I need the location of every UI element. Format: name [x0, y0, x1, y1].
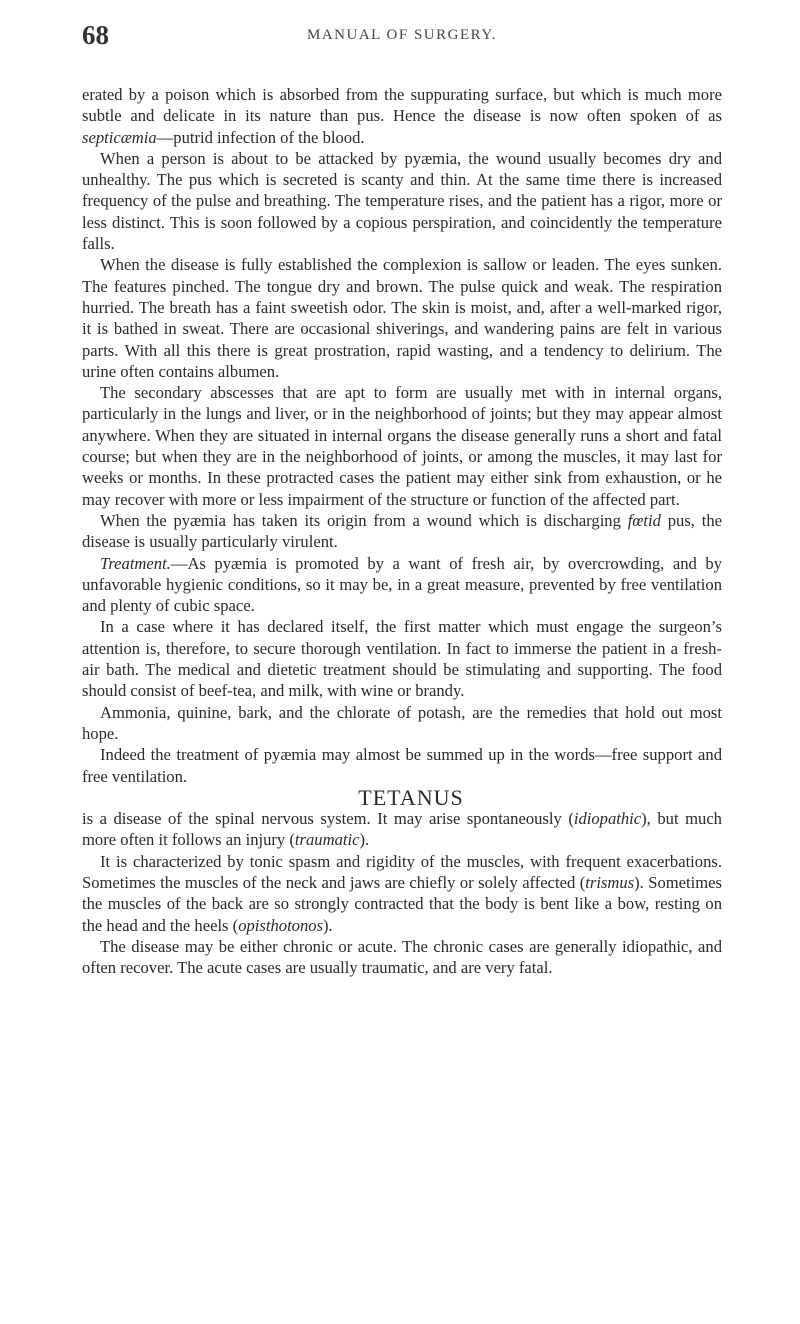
section-heading: TETANUS	[358, 784, 464, 810]
paragraph: It is characterized by tonic spasm and rigidity of the muscles, with frequent exacerbations. Sometimes the muscles of the neck and jaws are chiefly or solely affected (trismus). Sometimes the muscles of the back are so strongly contracted that the body is bent like a bow, resting on the head and the heels (opisthotonos).	[82, 851, 722, 935]
paragraph: When a person is about to be attacked by pyæmia, the wound usually becomes dry and unhealthy. The pus which is secreted is scanty and thin. At the same time there is increased frequency of the pulse and breathing. The temperature rises, and the patient has a rigor, more or less distinct. This is soon followed by a copious perspiration, and coincidently the temperature falls.	[82, 148, 722, 254]
paragraph: The disease may be either chronic or acute. The chronic cases are generally idiopathic, and often recover. The acute cases are usually traumatic, and are very fatal.	[82, 936, 722, 978]
running-title: MANUAL OF SURGERY.	[307, 27, 497, 43]
paragraph: Indeed the treatment of pyæmia may almost be summed up in the words—free support and free ventilation.	[82, 745, 722, 786]
paragraph: The secondary abscesses that are apt to form are usually met with in internal organs, particularly in the lungs and liver, or in the neighborhood of joints; but they may appear almost anywhere. When they are situated in internal organs the disease generally runs a short and fatal course; but when they are in the neighborhood of joints, or among the muscles, it may last for weeks or months. In these protracted cases the patient may either sink from exhaustion, or he may recover with more or less impairment of the structure or function of the affected part.	[82, 383, 722, 509]
paragraph: Treatment.—As pyæmia is promoted by a want of fresh air, by overcrowding, and by unfavorable hygienic conditions, so it may be, in a great measure, prevented by free ventilation and plenty of cubic space.	[82, 553, 722, 616]
body-text	[82, 84, 722, 978]
paragraph: When the disease is fully established the complexion is sallow or leaden. The eyes sunken. The features pinched. The tongue dry and brown. The pulse quick and weak. The respiration hurried. The breath has a faint sweetish odor. The skin is moist, and, after a well-marked rigor, it is bathed in sweat. There are occasional shiverings, and wandering pains are felt in various parts. With all this there is great prostration, rapid wasting, and a tendency to delirium. The urine often contains albumen.	[82, 255, 722, 381]
paragraph: is a disease of the spinal nervous system. It may arise spontaneously (idiopathic), but much more often it follows an injury (traumatic).	[82, 809, 722, 850]
paragraph: When the pyæmia has taken its origin from a wound which is discharging fœtid pus, the disease is usually particularly virulent.	[82, 510, 722, 552]
paragraph: In a case where it has declared itself, the first matter which must engage the surgeon’s attention is, therefore, to secure thorough ventilation. In fact to immerse the patient in a fresh-air bath. The medical and dietetic treatment should be stimulating and supporting. The food should consist of beef-tea, and milk, with wine or brandy.	[82, 617, 722, 701]
paragraph: Ammonia, quinine, bark, and the chlorate of potash, are the remedies that hold out most hope.	[82, 702, 722, 743]
page-header	[82, 20, 722, 50]
page-number: 68	[82, 20, 109, 50]
paragraph: erated by a poison which is absorbed from the suppurating surface, but which is much more subtle and delicate in its nature than pus. Hence the disease is now often spoken of as septicæmia—putrid infection of the blood.	[82, 85, 722, 147]
